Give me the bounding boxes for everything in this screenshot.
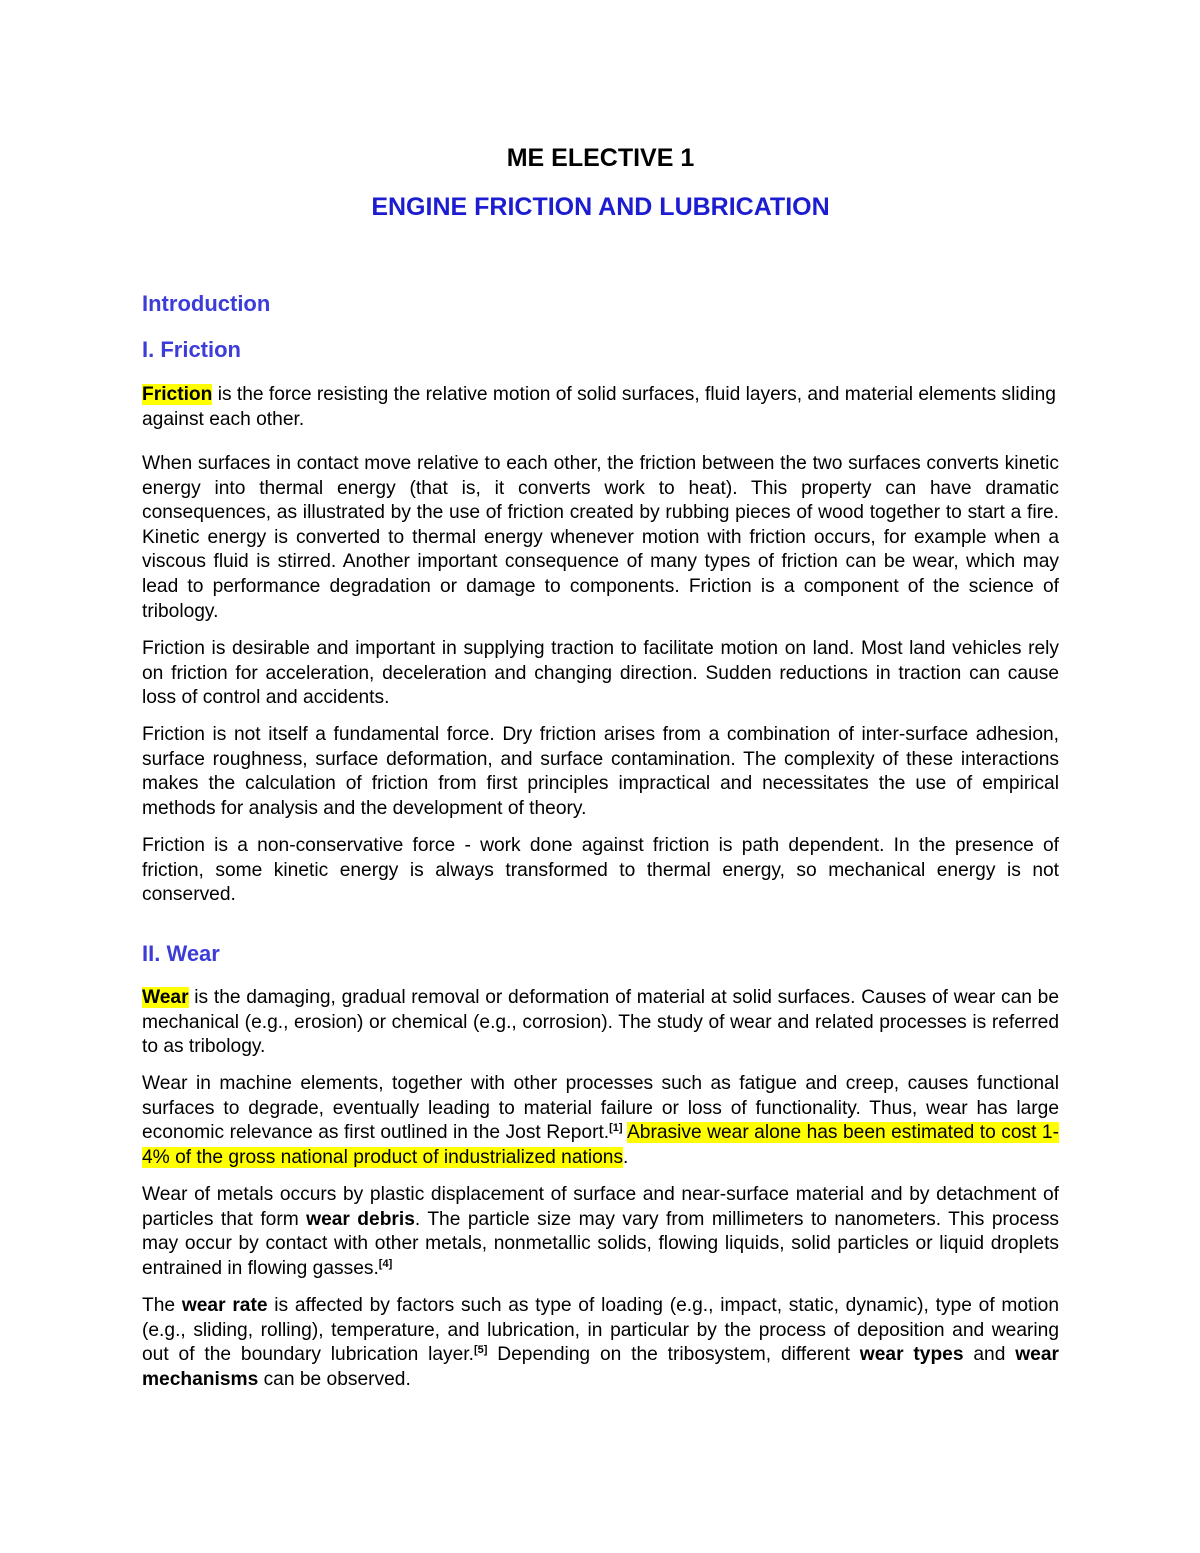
section-heading-wear: II. Wear xyxy=(142,941,220,966)
wear-types-term: wear types xyxy=(859,1344,964,1366)
section-heading-friction: I. Friction xyxy=(142,337,241,362)
wear-rate-text-4: and xyxy=(963,1344,1016,1366)
friction-definition-text: is the force resisting the relative motion of solid surfaces, fluid layers, and material elements sliding against each other. xyxy=(142,384,1056,430)
wear-metals-text-2: . The particle size may vary from millimeters to nanometers. This process may occur by contact with other metals, nonmetallic solids, flowing liquids, solid particles or liquid droplets entrained in flowing gasses. xyxy=(142,1208,1060,1279)
sentence-end: . xyxy=(623,1146,629,1168)
wear-rate-term: wear rate xyxy=(181,1295,268,1316)
wear-machine-text: Wear in machine elements, together with other processes such as fatigue and creep, causes functional surfaces to degrade, eventually leading to material failure or loss of functionality. Thus, wear has large economic relevance as first outlined in the Jost Report. xyxy=(142,1073,1059,1144)
wear-rate-text-1: The xyxy=(142,1295,182,1316)
wear-rate-text-5: can be observed. xyxy=(258,1368,411,1390)
wear-term-highlight: Wear xyxy=(142,987,189,1008)
wear-mechanisms-term: wear mechanisms xyxy=(142,1344,1059,1390)
reference-1[interactable]: [1] xyxy=(609,1122,623,1135)
friction-paragraph-energy: When surfaces in contact move relative to each other, the friction between the two surfaces converts kinetic energy into thermal energy (that is, it converts work to heat). This property can have dramatic consequences, as illustrated by the use of friction created by rubbing pieces of wood together to start a fire. Kinetic energy is converted to thermal energy whenever motion with friction occurs, for example when a viscous fluid is stirred. Another important consequence of many types of friction can be wear, which may lead to performance degradation or damage to components. Friction is a component of the science of tribology. xyxy=(142,453,1059,622)
document-title: ME ELECTIVE 1 xyxy=(506,144,695,172)
wear-rate-text-3: Depending on the tribosystem, different xyxy=(487,1344,860,1366)
friction-paragraph-traction: Friction is desirable and important in supplying traction to facilitate motion on land. Most land vehicles rely on friction for acceleration, deceleration and changing direction. Sudden reductions in traction can cause loss of control and accidents. xyxy=(142,638,1059,709)
wear-definition-paragraph xyxy=(142,986,1059,1060)
friction-paragraph-nonconservative: Friction is a non-conservative force - work done against friction is path dependent. In the presence of friction, some kinetic energy is always transformed to thermal energy, so mechanical energy is not conserved. xyxy=(142,835,1059,906)
wear-definition-text: is the damaging, gradual removal or deformation of material at solid surfaces. Causes of wear can be mechanical (e.g., erosion) or chemical (e.g., corrosion). The study of wear and related processes is referred to as tribology. xyxy=(142,987,1059,1058)
friction-definition-paragraph xyxy=(142,383,1059,432)
wear-debris-term: wear debris xyxy=(306,1208,415,1230)
wear-metals-text-1: Wear of metals occurs by plastic displacement of surface and near-surface material and by detachment of particles that form xyxy=(142,1184,1059,1230)
abrasive-wear-highlight: Abrasive wear alone has been estimated to cost 1-4% of the gross national product of industrialized nations xyxy=(142,1122,1059,1168)
wear-paragraph-rate xyxy=(142,1294,1059,1392)
section-heading-introduction: Introduction xyxy=(142,291,271,316)
document-subtitle: ENGINE FRICTION AND LUBRICATION xyxy=(371,193,830,221)
friction-term-highlight: Friction xyxy=(142,384,213,405)
friction-paragraph-fundamental: Friction is not itself a fundamental force. Dry friction arises from a combination of inter-surface adhesion, surface roughness, surface deformation, and surface contamination. The complexity of these interactions makes the calculation of friction from first principles impractical and necessitates the use of empirical methods for analysis and the development of theory. xyxy=(142,724,1059,819)
wear-rate-text-2: is affected by factors such as type of loading (e.g., impact, static, dynamic), type of motion (e.g., sliding, rolling), temperature, and lubrication, in particular by the process of deposition and wearing out of the boundary lubrication layer. xyxy=(142,1295,1059,1366)
reference-5[interactable]: [5] xyxy=(473,1344,488,1357)
wear-paragraph-metals xyxy=(142,1183,1059,1281)
reference-4[interactable]: [4] xyxy=(378,1257,393,1270)
wear-paragraph-machine-elements xyxy=(142,1072,1059,1170)
